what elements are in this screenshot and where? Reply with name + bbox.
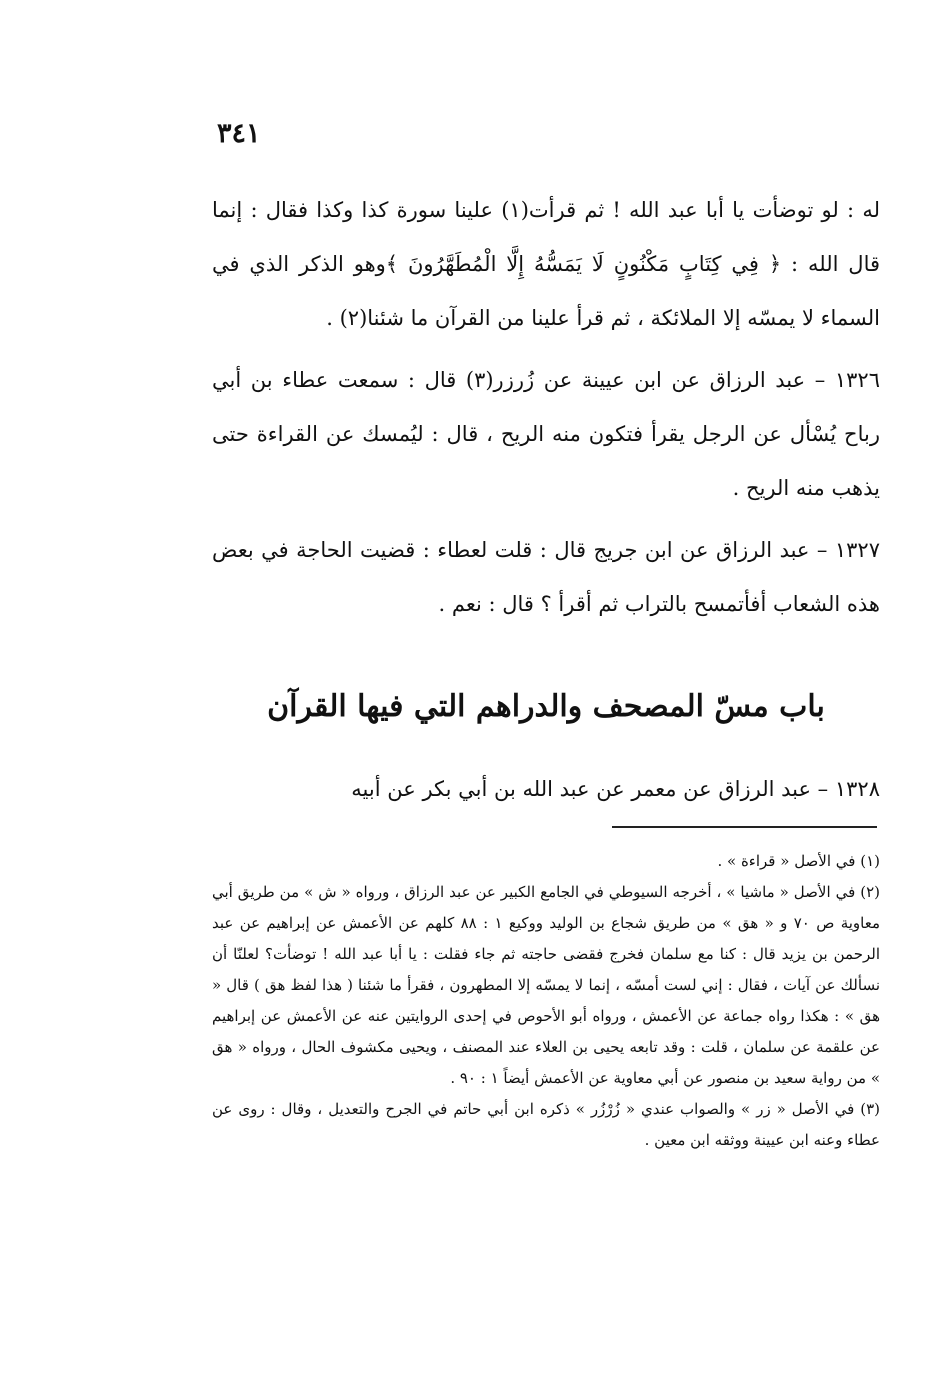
page-number: ٣٤١ — [217, 118, 261, 149]
footnote-1: (١) في الأصل « قراءة » . — [717, 852, 880, 870]
footnote-2: (٢) في الأصل « ماشيا » ، أخرجه السيوطي في الجامع الكبير عن عبد الرزاق ، ورواه « ش » من طريق أبي معاوية ص ٧٠ و « هق » من طريق شجاع بن الوليد ووكيع ١ : ٨٨ كلهم عن الأعمش عن إبراهيم عن عبد الرحمن بن يزيد قال : كنا مع سلمان فخرج فقضى حاجته ثم جاء فقلت : يا أبا عبد الله ! توضأت؟ لعلنّا أن نسألك عن آيات ، فقال : إني لست أمسّه ، إنما لا يمسّه إلا المطهرون ، فقرأ ما شئنا ( هذا لفظ هق ) قال « هق » : هكذا رواه جماعة عن الأعمش ، ورواه أبو الأحوص في إحدى الروايتين عنه عن الأعمش عن إبراهيم عن علقمة عن سلمان ، قلت : وقد تابعه يحيى بن العلاء عند المصنف ، ويحيى مكشوف الحال ، ورواه « هق » من رواية سعيد بن منصور عن أبي معاوية عن الأعمش أيضاً ١ : ٩٠ . — [212, 883, 880, 1087]
main-text — [212, 183, 880, 631]
paragraph-1328: ١٣٢٨ – عبد الرزاق عن معمر عن عبد الله بن أبي بكر عن أبيه — [351, 777, 880, 801]
footnote-divider — [612, 826, 877, 828]
chapter-heading: باب مسّ المصحف والدراهم التي فيها القرآن — [267, 689, 825, 724]
paragraph-1327: ١٣٢٧ – عبد الرزاق عن ابن جريج قال : قلت لعطاء : قضيت الحاجة في بعض هذه الشعاب أفأتمسح بالتراب ثم أقرأ ؟ قال : نعم . — [212, 538, 880, 616]
footnote-3: (٣) في الأصل « زر » والصواب عندي « زُرْزُر » ذكره ابن أبي حاتم في الجرح والتعديل ، وقال : روى عن عطاء وعنه ابن عيينة ووثقه ابن معين . — [212, 1100, 880, 1149]
footnotes — [212, 846, 880, 1156]
paragraph-1326: ١٣٢٦ – عبد الرزاق عن ابن عيينة عن زُرزر(٣) قال : سمعت عطاء بن أبي رباح يُسْأل عن الرجل يقرأ فتكون منه الريح ، قال : ليُمسك عن القراءة حتى يذهب منه الريح . — [212, 368, 880, 500]
paragraph-continuation: له : لو توضأت يا أبا عبد الله ! ثم قرأت(١) علينا سورة كذا وكذا فقال : إنما قال الله : ﴿ فِي كِتَابٍ مَكْنُونٍ لَا يَمَسُّهُ إِلَّا الْمُطَهَّرُونَ ﴾وهو الذكر الذي في السماء لا يمسّه إلا الملائكة ، ثم قرأ علينا من القرآن ما شئنا(٢) . — [212, 198, 881, 330]
